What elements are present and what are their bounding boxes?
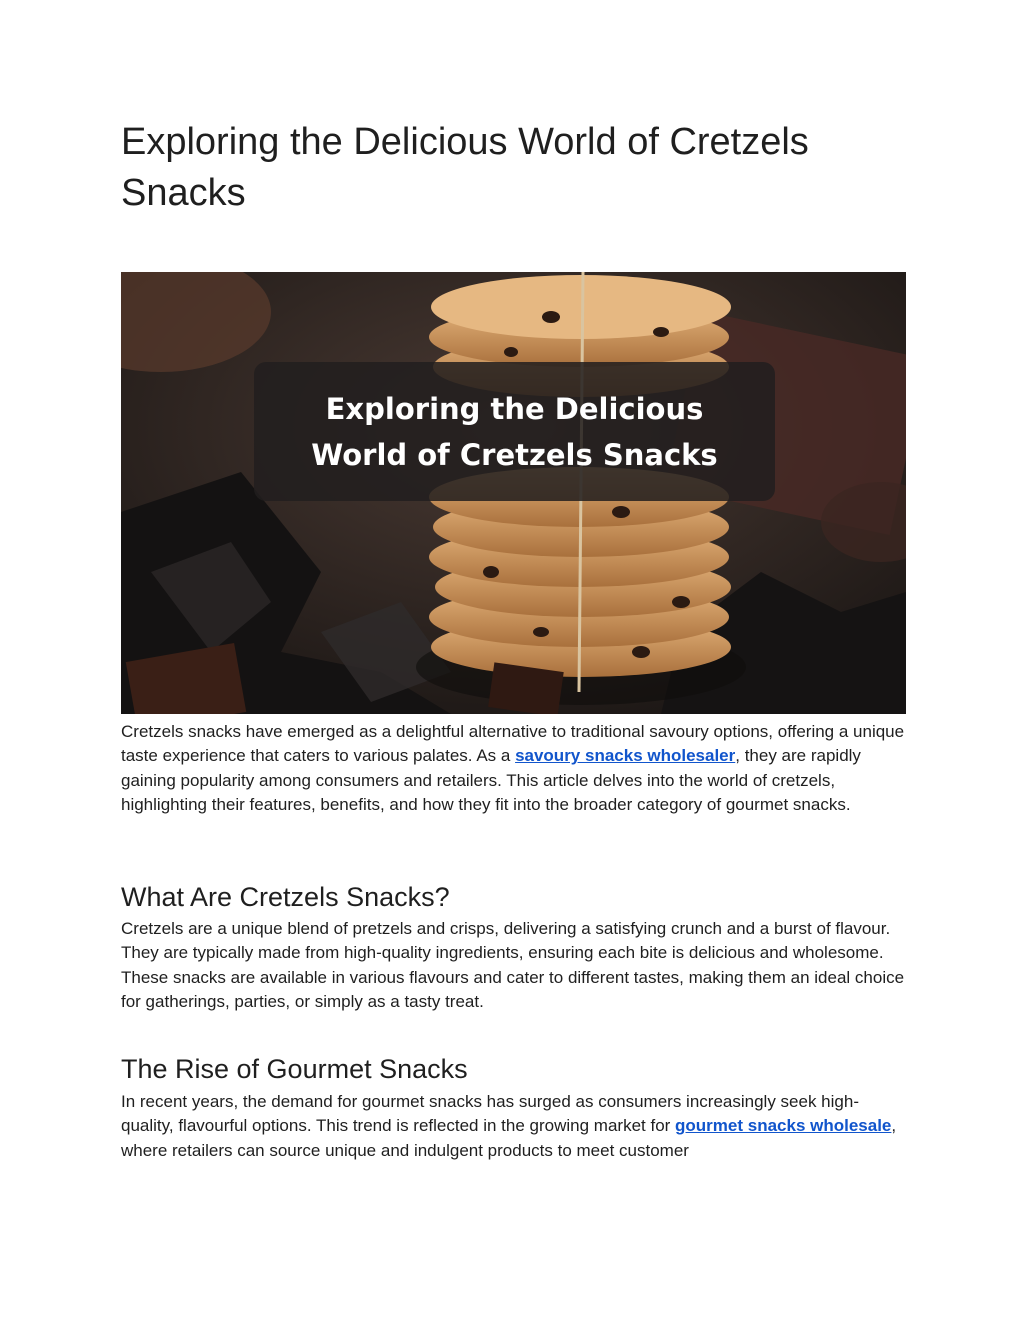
page-title: Exploring the Delicious World of Cretzels Snacks [121, 121, 809, 214]
section2-text-after: , where retailers can source unique and indulgent products to meet customer [121, 1116, 897, 1160]
hero-banner-text: Exploring the Delicious World of Cretzels Snacks [311, 391, 718, 472]
hero-banner [254, 362, 775, 501]
section-heading-what-are-cretzels: What Are Cretzels Snacks? [121, 882, 450, 912]
section-heading-rise-of-gourmet: The Rise of Gourmet Snacks [121, 1054, 468, 1084]
intro-text-after: , they are rapidly gaining popularity among consumers and retailers. This article delves into the world of cretzels, highlighting their features, benefits, and how they fit into the broader category of gourmet snacks. [121, 746, 861, 815]
gourmet-snacks-wholesale-link[interactable]: gourmet snacks wholesale [675, 1116, 892, 1136]
hero-image [121, 272, 906, 714]
savoury-snacks-wholesaler-link[interactable]: savoury snacks wholesaler [515, 746, 736, 766]
section1-paragraph: Cretzels are a unique blend of pretzels and crisps, delivering a satisfying crunch and a burst of flavour. They are typically made from high-quality ingredients, ensuring each bite is delicious and wholesome. These snacks are available in various flavours and cater to different tastes, making them an ideal choice for gatherings, parties, or simply as a tasty treat. [121, 919, 905, 1012]
section2-text-before: In recent years, the demand for gourmet snacks has surged as consumers increasingly seek high-quality, flavourful options. This trend is reflected in the growing market for [121, 1092, 859, 1136]
intro-text-before: Cretzels snacks have emerged as a delightful alternative to traditional savoury options, offering a unique taste experience that caters to various palates. As a [121, 722, 905, 766]
intro-paragraph [121, 720, 906, 818]
section2-paragraph [121, 1090, 906, 1163]
